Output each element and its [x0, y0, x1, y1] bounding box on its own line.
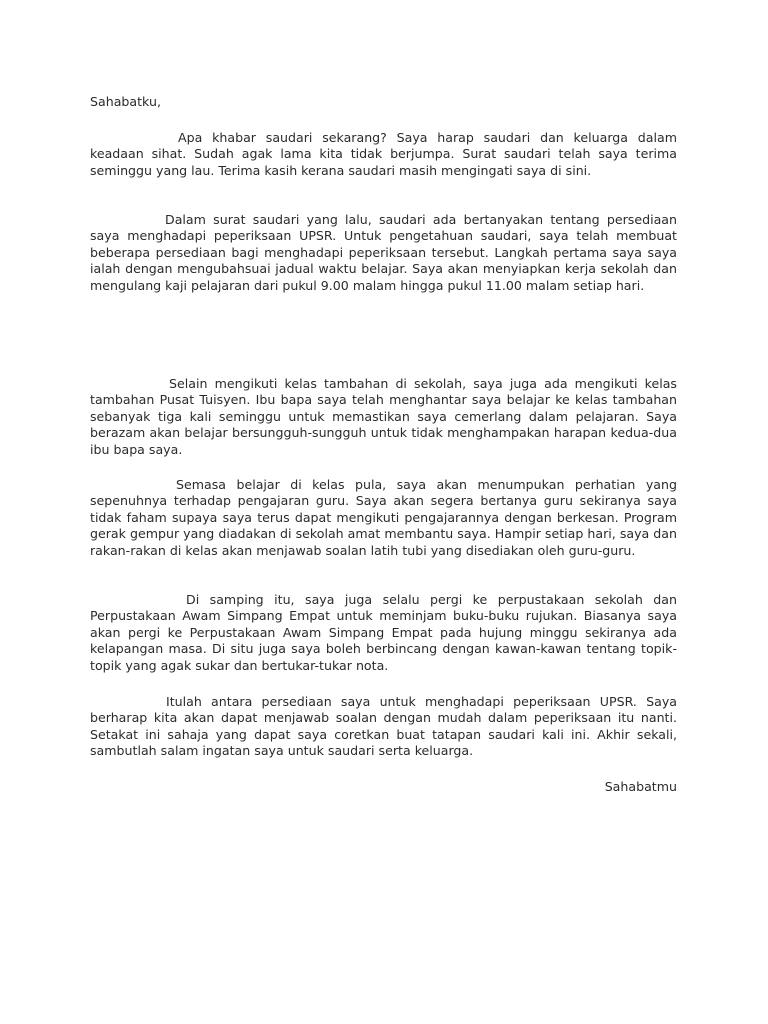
paragraph-6 [90, 694, 677, 760]
paragraph-4 [90, 477, 677, 559]
paragraph-4-text: Semasa belajar di kelas pula, saya akan menumpukan perhatian yang sepenuhnya terhadap pengajaran guru. Saya akan segera bertanya guru sekiranya saya tidak faham supaya saya terus dapat mengikuti pengajarannya dengan berkesan. Program gerak gempur yang diadakan di sekolah amat membantu saya. Hampir setiap hari, saya dan rakan-rakan di kelas akan menjawab soalan latih tubi yang disediakan oleh guru-guru. [90, 477, 677, 558]
paragraph-1 [90, 130, 677, 179]
paragraph-2 [90, 212, 677, 294]
paragraph-5-text: Di samping itu, saya juga selalu pergi ke perpustakaan sekolah dan Perpustakaan Awam Simpang Empat untuk meminjam buku-buku rujukan. Biasanya saya akan pergi ke Perpustakaan Awam Simpang Empat pada hujung minggu sekiranya ada kelapangan masa. Di situ juga saya boleh berbincang dengan kawan-kawan tentang topik-topik yang agak sukar dan bertukar-tukar nota. [90, 592, 677, 673]
paragraph-3-text: Selain mengikuti kelas tambahan di sekolah, saya juga ada mengikuti kelas tambahan Pusat Tuisyen. Ibu bapa saya telah menghantar saya belajar ke kelas tambahan sebanyak tiga kali seminggu untuk memastikan saya cemerlang dalam pelajaran. Saya berazam akan belajar bersungguh-sungguh untuk tidak menghampakan harapan kedua-dua ibu bapa saya. [90, 376, 677, 457]
salutation: Sahabatku, [90, 94, 161, 109]
paragraph-5 [90, 592, 677, 674]
closing-signoff: Sahabatmu [604, 779, 677, 794]
paragraph-1-text: Apa khabar saudari sekarang? Saya harap saudari dan keluarga dalam keadaan sihat. Sudah agak lama kita tidak berjumpa. Surat saudari telah saya terima seminggu yang lau. Terima kasih kerana saudari masih mengingati saya di sini. [90, 130, 677, 178]
paragraph-3 [90, 376, 677, 458]
paragraph-6-text: Itulah antara persediaan saya untuk menghadapi peperiksaan UPSR. Saya berharap kita akan dapat menjawab soalan dengan mudah dalam peperiksaan itu nanti. Setakat ini sahaja yang dapat saya coretkan buat tatapan saudari kali ini. Akhir sekali, sambutlah salam ingatan saya untuk saudari serta keluarga. [90, 694, 677, 759]
paragraph-2-text: Dalam surat saudari yang lalu, saudari ada bertanyakan tentang persediaan saya menghadapi peperiksaan UPSR. Untuk pengetahuan saudari, saya telah membuat beberapa persediaan bagi menghadapi peperiksaan tersebut. Langkah pertama saya saya ialah dengan mengubahsuai jadual waktu belajar. Saya akan menyiapkan kerja sekolah dan mengulang kaji pelajaran dari pukul 9.00 malam hingga pukul 11.00 malam setiap hari. [90, 212, 677, 293]
